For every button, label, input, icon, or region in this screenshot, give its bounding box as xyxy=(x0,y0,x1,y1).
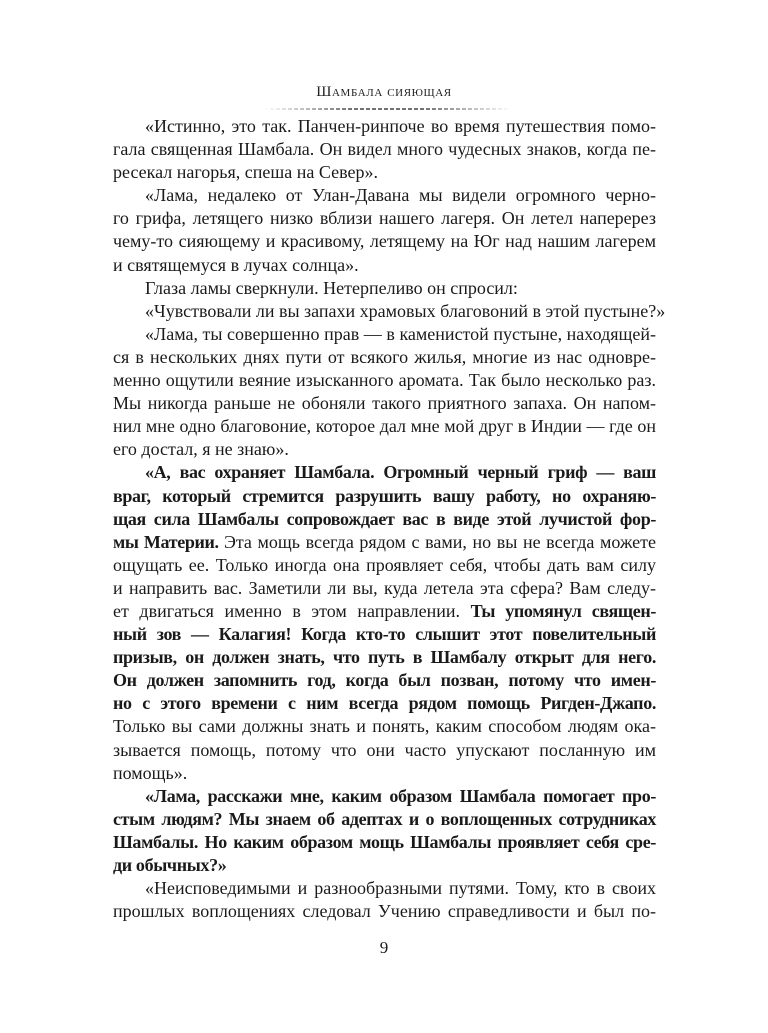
text: «Истинно, это так. Панчен-ринпоче во время путешествия помо- xyxy=(145,116,656,136)
bold-text: Ты упомянул священ- xyxy=(470,600,656,621)
bold-text: стым людям? Мы знаем об адептах и о воплощенных сотрудниках xyxy=(113,808,656,829)
text-line xyxy=(113,300,666,323)
text-line xyxy=(113,323,656,346)
text-line xyxy=(113,254,656,277)
text: ресекал нагорья, спеша на Север». xyxy=(113,162,378,183)
bold-text: Шамбалы. Но каким образом мощь Шамбалы проявляет себя сре- xyxy=(113,831,656,852)
text: Глаза ламы сверкнули. Нетерпеливо он спросил: xyxy=(145,277,518,298)
text-line xyxy=(113,369,656,392)
bold-text: враг, который стремится разрушить вашу работу, но охраняю- xyxy=(113,485,656,506)
text-line xyxy=(113,485,656,508)
header-rule xyxy=(264,108,512,110)
text-line xyxy=(113,854,656,877)
text: прошлых воплощениях следовал Учению справедливости и был по- xyxy=(113,901,656,922)
bold-text: «А, вас охраняет Шамбала. Огромный черный гриф — ваш xyxy=(145,462,656,483)
text: чему-то сияющему и красивому, летящему на Юг над нашим лагерем xyxy=(113,231,656,252)
bold-text: призыв, он должен знать, что путь в Шамбалу открыт для него. xyxy=(113,647,656,668)
text-line xyxy=(113,184,656,207)
page-number: 9 xyxy=(379,938,389,957)
text: нил мне одно благовоние, которое дал мне мой друг в Индии — где он xyxy=(113,416,656,437)
text-line xyxy=(113,461,656,484)
text-line xyxy=(113,531,656,554)
text: «Чувствовали ли вы запахи храмовых благовоний в этой пустыне?» xyxy=(145,300,666,321)
body-text xyxy=(113,115,666,923)
bold-text: но с этого времени с ним всегда рядом помощь Ригден-Джапо. xyxy=(113,693,656,714)
text-line xyxy=(113,138,656,161)
text-line xyxy=(113,900,656,923)
text-line xyxy=(113,277,656,300)
text-line xyxy=(113,508,656,531)
bold-text: щая сила Шамбалы сопровождает вас в виде этой лучистой фор- xyxy=(113,508,656,529)
text-line xyxy=(113,808,656,831)
bold-text: Он должен запомнить год, когда был позван, потому что имен- xyxy=(113,670,656,691)
text-line xyxy=(113,438,656,461)
text: Мы никогда раньше не обоняли такого приятного запаха. Он напом- xyxy=(113,393,656,414)
text: ся в нескольких днях пути от всякого жилья, многие из нас одновре- xyxy=(113,346,656,367)
text: го грифа, летящего низко вблизи нашего лагеря. Он летел наперерез xyxy=(113,208,656,229)
text-line xyxy=(113,831,656,854)
text-line xyxy=(113,785,656,808)
text-line xyxy=(113,346,656,369)
text: его достал, я не знаю». xyxy=(113,439,289,460)
text: Только вы сами должны знать и понять, каким способом людям ока- xyxy=(113,716,656,737)
text-line xyxy=(113,692,656,715)
text: и святящемуся в лучах солнца». xyxy=(113,254,359,275)
text-line xyxy=(113,669,656,692)
text-line xyxy=(113,115,656,138)
text-line xyxy=(113,554,656,577)
bold-text: ди обычных?» xyxy=(113,855,227,875)
text: и направить вас. Заметили ли вы, куда летела эта сфера? Вам следу- xyxy=(113,577,656,598)
text: помощь». xyxy=(113,762,188,783)
text-line xyxy=(113,762,656,785)
text-line xyxy=(113,230,656,253)
text-line xyxy=(113,415,656,438)
text: менно ощутили веяние изысканного аромата. Так было несколько раз. xyxy=(113,370,656,391)
text-line xyxy=(113,577,656,600)
bold-text: мы Материи. xyxy=(113,531,224,552)
bold-text: ный зов — Калагия! Когда кто-то слышит этот повелительный xyxy=(113,624,656,645)
text-line xyxy=(113,600,656,623)
text: ет двигаться именно в этом направлении. xyxy=(113,600,471,621)
text-line xyxy=(113,646,656,669)
text-line xyxy=(113,623,656,646)
running-head: Шамбала сияющая xyxy=(316,84,452,100)
text: зывается помощь, потому что они часто упускают посланную им xyxy=(113,739,656,760)
bold-text: «Лама, расскажи мне, каким образом Шамбала помогает про- xyxy=(145,785,656,806)
text-line xyxy=(113,161,656,184)
text-line xyxy=(113,739,656,762)
text: «Лама, недалеко от Улан-Давана мы видели огромного черно- xyxy=(145,185,656,206)
text: «Лама, ты совершенно прав — в каменистой пустыне, находящей- xyxy=(145,323,656,344)
text: гала священная Шамбала. Он видел много чудесных знаков, когда пе- xyxy=(113,139,656,160)
text-line xyxy=(113,877,656,900)
text: «Неисповедимыми и разнообразными путями. Тому, кто в своих xyxy=(145,878,656,899)
text-line xyxy=(113,207,656,230)
text-line xyxy=(113,715,656,738)
text-line xyxy=(113,392,656,415)
text: Эта мощь всегда рядом с вами, но вы не всегда можете xyxy=(223,531,656,552)
text: ощущать ее. Только иногда она проявляет себя, чтобы дать вам силу xyxy=(113,554,656,575)
